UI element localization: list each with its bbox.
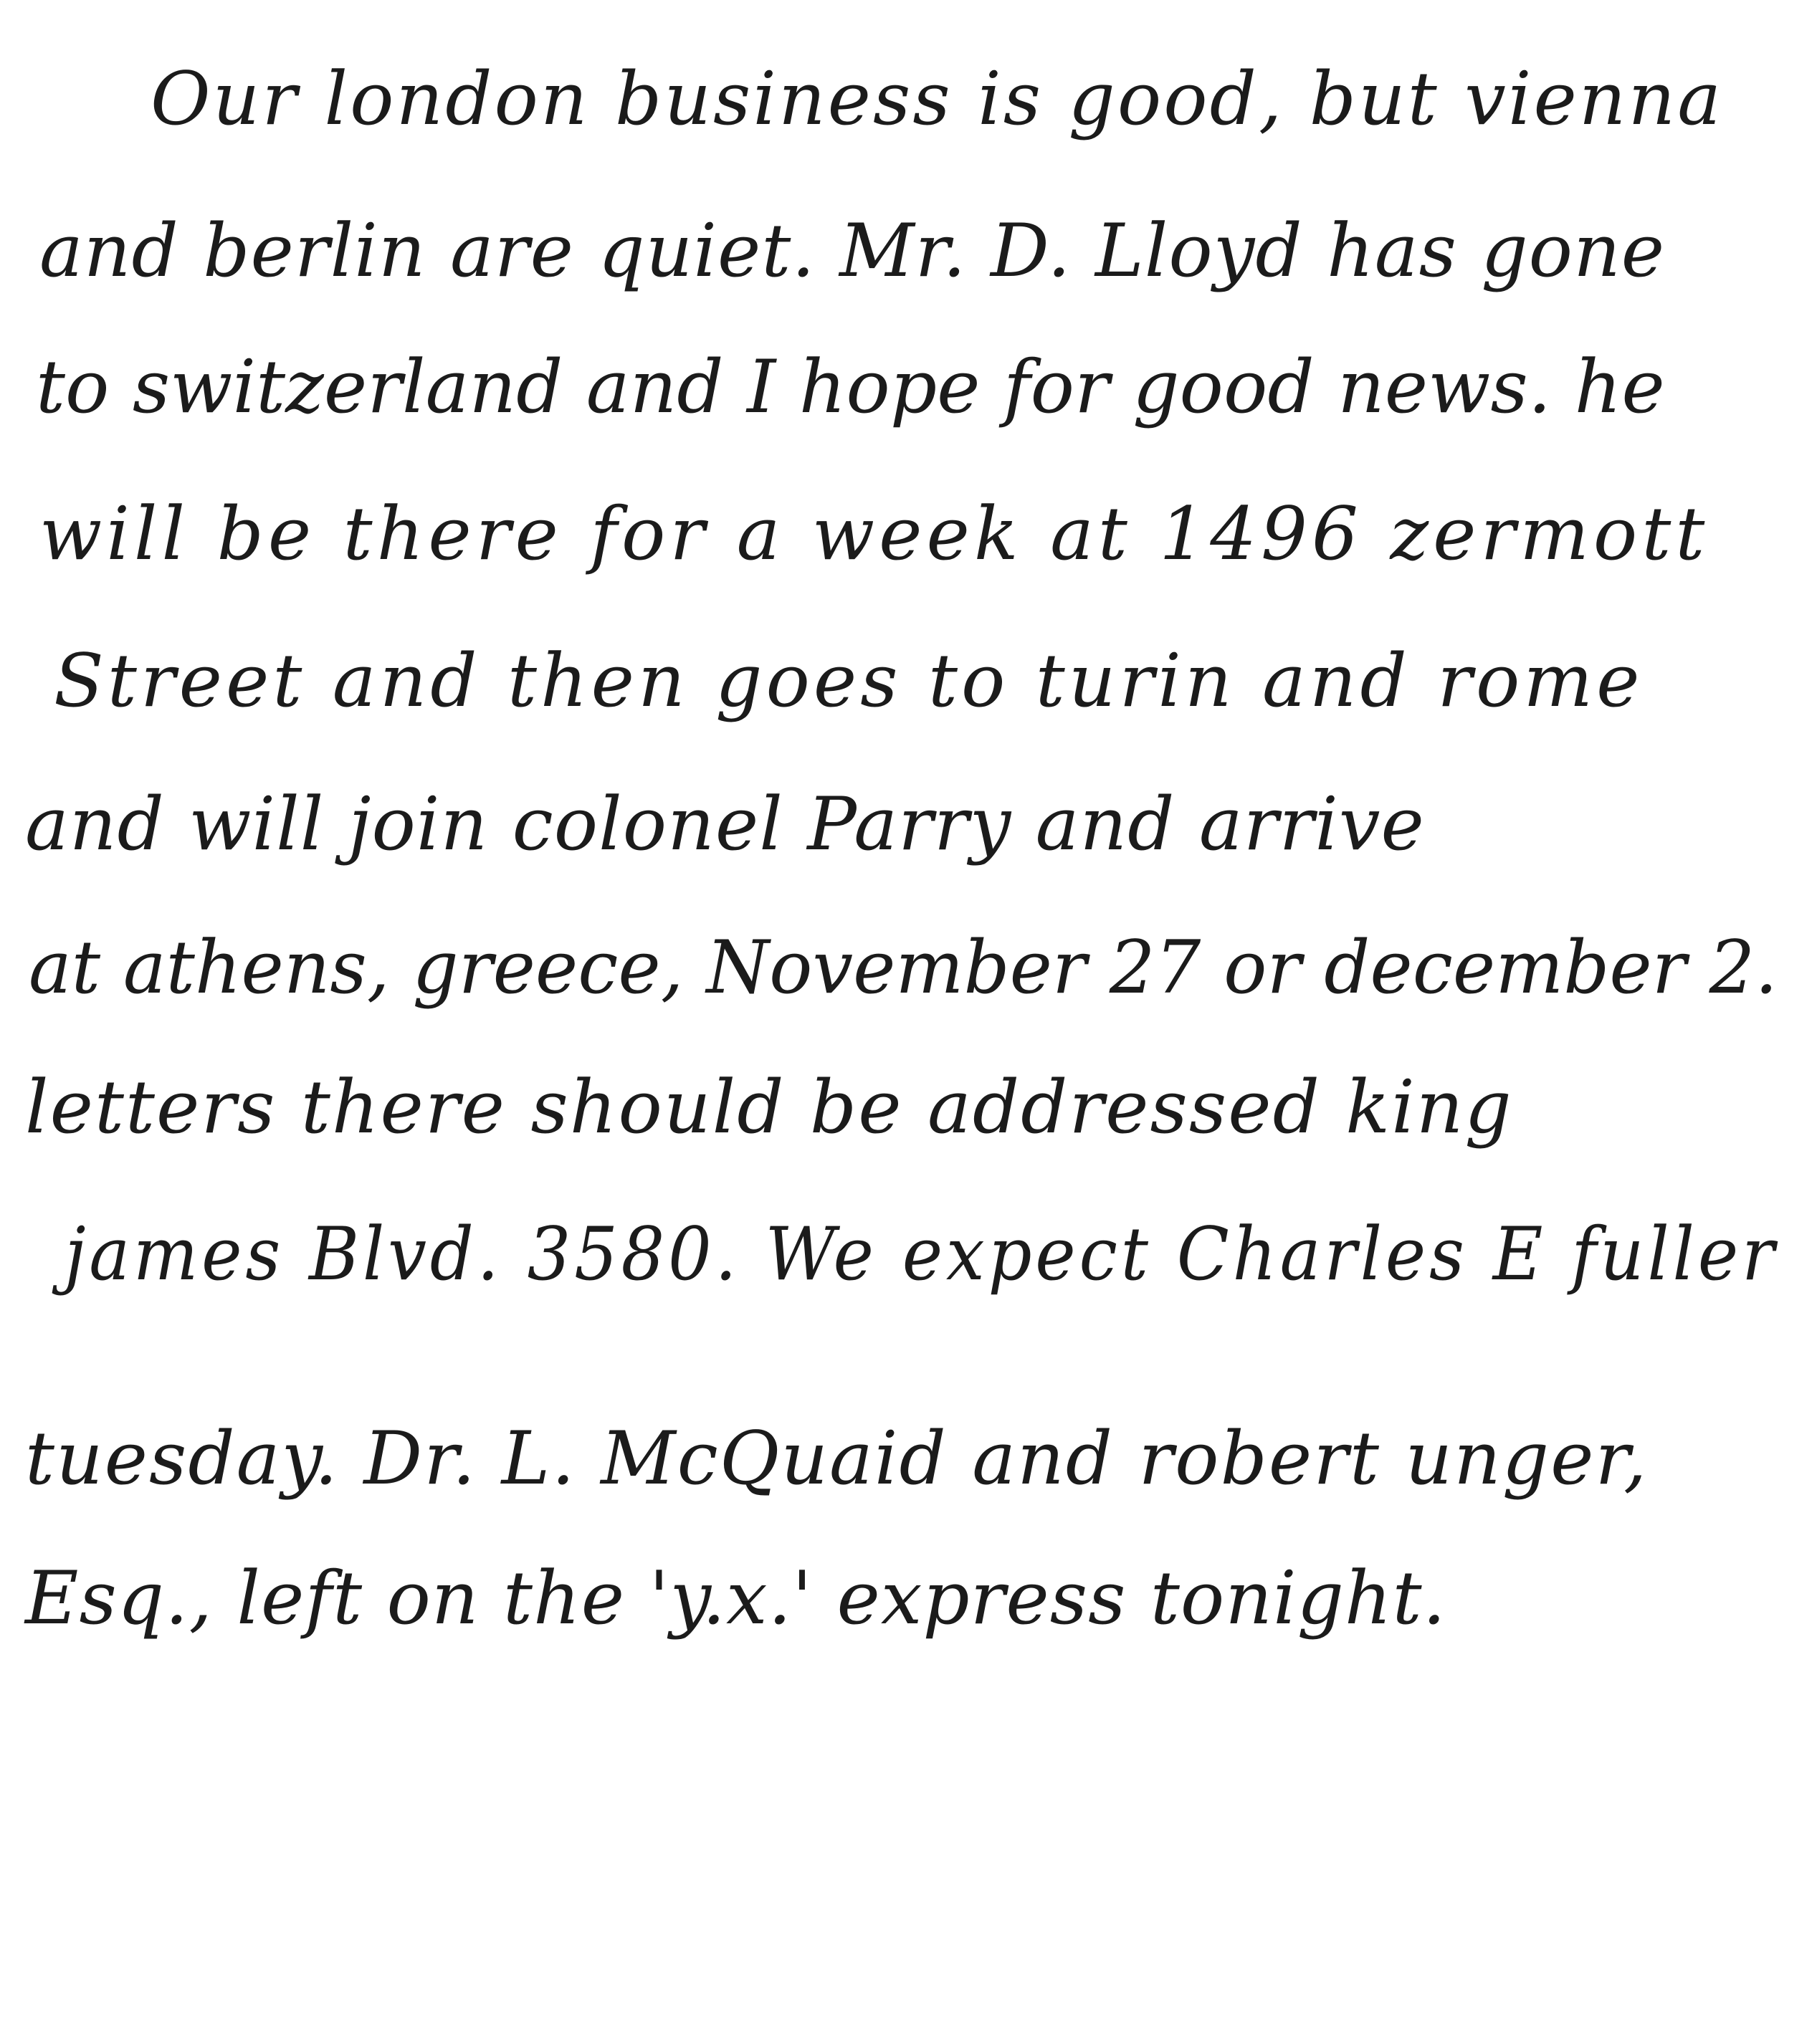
text-line-3: to switzerland and I hope for good news. he <box>36 345 1665 430</box>
text-line-9: james Blvd. 3580. We expect Charles E fuller <box>65 1212 1778 1297</box>
text-line-6: and will join colonel Parry and arrive <box>25 782 1425 867</box>
text-line-4: will be there for a week at 1496 zermott <box>39 492 1709 577</box>
text-line-2: and berlin are quiet. Mr. D. Lloyd has gone <box>39 209 1666 294</box>
text-line-8: letters there should be addressed king <box>25 1065 1513 1150</box>
text-line-11: Esq., left on the 'y.x.' express tonight. <box>25 1556 1446 1641</box>
text-line-5: Street and then goes to turin and rome <box>54 639 1644 724</box>
text-line-10: tuesday. Dr. L. McQuaid and robert unger, <box>25 1416 1649 1501</box>
text-line-1: Our london business is good, but vienna <box>151 57 1724 142</box>
text-line-7: at athens, greece, November 27 or december 2. <box>29 925 1778 1011</box>
